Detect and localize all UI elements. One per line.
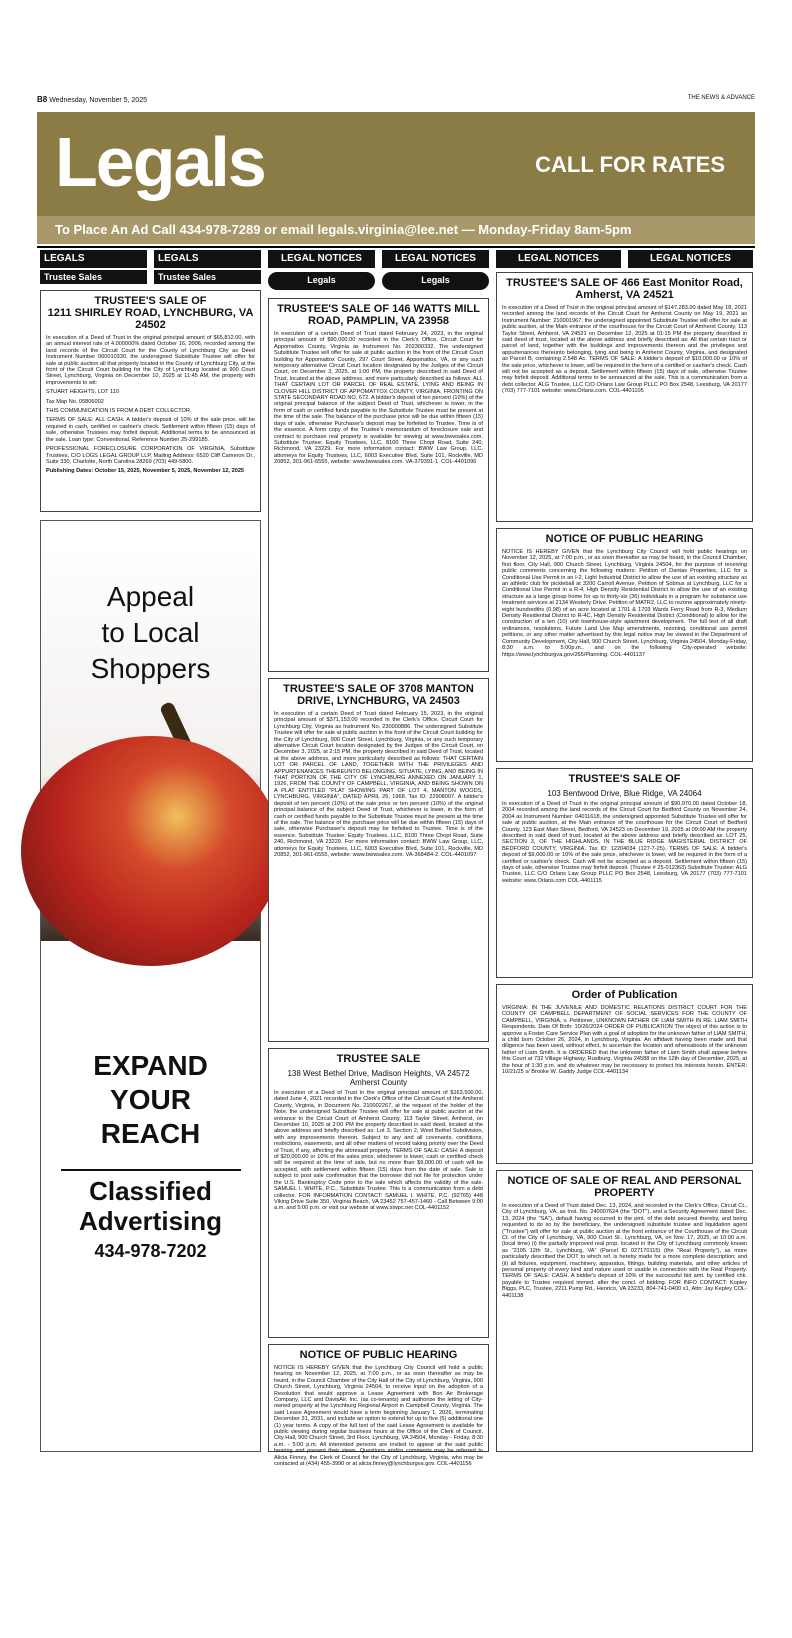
notice-body: In execution of a Deed of Trust in the original principal amount of $147,283.00 dated May 18, 2021 recorded among the land records of the Circuit Court for Amherst County on May 19, 2021 as Instrument Number: 210001967, the undersigned appointed Substitute Trustee will offer for sale at public auction, at the Main entrance of the courthouse for the Circuit Court of Amherst County, 113 Taylor Street, Amherst, VA 24521 on December 12, 2025 at 01:15 PM the property described in said deed of trust, located at the above address and briefly described as: All that certain tract or parcel of land, together with the buildings and improvements thereon and the privileges and appurtenances thereunto belonging, lying and being in Amherst County, Virginia, and designated as Parcel B, containing 2.548 Ac. TERMS OF SALE: A bidder's deposit of $10,000.00 or 10% of the sale price, whichever is lower, will be required in the form of a certified or cashier's check. Cash will not be accepted as a deposit. Settlement within fifteen (15) days of sale, otherwise Trustee may forfeit deposit. Additional terms to be announced at the sale. This is a communication from a debt collector. ALG Trustee, LLC C/O Orlans Law Group PLLC PO Box 2548, Leesburg, VA 20177 (703) 777-7101 website: www.Orlans.com. COL-4401105 (502, 305, 747, 395)
call-for-rates: CALL FOR RATES (535, 152, 725, 177)
divider (37, 246, 755, 248)
ad-line: Classified (89, 1176, 212, 1206)
legals-banner (37, 112, 755, 244)
col3-pill: Legals (268, 272, 375, 290)
notice-title: NOTICE OF PUBLIC HEARING (545, 533, 704, 545)
notice-body: In execution of a Deed of Trust in the original principal amount of $163,500.00, dated June 4, 2021 recorded in the Clerk's Office of the Circuit Court of the Amherst County, Virginia, in Document No. 210002267, at the request of the holder of the Note, the undersigned Substitute Trustee will offer for sale at public auction at the entrance to the Circuit Court of Amherst County, 113 Taylor Street, Amherst, on December 10, 2025 at 2:00 PM the property described in said deed, located at the above address and briefly described as: Lot 3, Section 2, West Bethel Subdivision, with any improvements thereon. Subject to any and all covenants, conditions, restrictions, easements, and all other matters of record taking priority over the Deed of Trust, if any, affecting the aforesaid property. TERMS OF SALE: CASH: A deposit of $20,000.00 or 10% of the sales price, whichever is lower, cash or certified check will be required at the time of sale, but no more than $9,000.00 of cash will be accepted, with settlement within fifteen (15) days from the date of sale. Sale is subject to post sale confirmation that the borrower did not file for protection under the U.S. Bankruptcy Code prior to the sale which affects the validity of the sale. SAMUEL I. WHITE, P.C., Substitute Trustee. This is a communication from a debt collector. FOR INFORMATION CONTACT: SAMUEL I. WHITE, P.C. (92765) 448 Viking Drive Suite 350, Virginia Beach, VA 23452 757-457-1460 - Call Between 9:00 a.m. and 5:00 p.m. or visit our website at www.siwpc.net COL-4401152 (274, 1090, 483, 1212)
notice-subtitle: 103 Bentwood Drive, Blue Ridge, VA 24064 (547, 789, 702, 798)
notice-title: NOTICE OF PUBLIC HEARING (299, 1349, 458, 1361)
ad-line: Shoppers (90, 653, 211, 684)
ad-line: EXPAND (93, 1050, 208, 1081)
col3-header: LEGAL NOTICES (268, 250, 375, 268)
notice-manton-drive (268, 678, 489, 1042)
notice-subtitle: 138 West Bethel Drive, Madison Heights, VA 24572 Amherst County (287, 1069, 470, 1087)
notice-body: In execution of a Deed of Trust in the original principal amount of $90,970.00 dated October 18, 2004 recorded among the land records of the Circuit Court for Bedford County on November 24, 2004 as Instrument Number: 04011618, the undersigned appointed Substitute Trustee will offer for sale at public auction, at the Main entrance of the courthouse for the Circuit Court of Bedford County, 123 East Main Street, Bedford, VA 24523 on December 19, 2025 at 09:00 AM the property described in said deed of trust, located at the above address and briefly described as: LOT 25, SECTION 3, OF THE HIGHLANDS, IN THE BLUE RIDGE MAGISTERIAL DISTRICT OF BEDFORD COUNTY, VIRGINIA. Tax ID: 12204034 (127-7-25). TERMS OF SALE: A bidder's deposit of $9,000.00 or 10% of the sale price, whichever is lower, will be required in the form of a certified or cashier's check. Cash will not be accepted as a deposit. Settlement within fifteen (15) days of sale, otherwise Trustee may forfeit deposit. (Trustee # 25-012363) Substitute Trustee: ALG Trustee, LLC C/O Orlans Law Group PLLC PO Box 2548, Leesburg, VA 20177 (703) 777-7101 website: www.Orlans.com COL-4401115 (502, 801, 747, 884)
col1-subheader: Trustee Sales (40, 270, 147, 284)
col1-header: LEGALS (40, 250, 147, 268)
notice-body: VIRGINIA: IN THE JUVENILE AND DOMESTIC RELATIONS DISTRICT COURT FOR THE COUNTY OF CAMPBELL DEPARTMENT OF SOCIAL SERVICES FOR THE COUNTY OF CAMPBELL, VIRGINIA, v. Petitioner, UNKNOWN FATHER OF LIAM SMITH IN RE: LIAM SMITH Respondents. Date Of Birth: 10/26/2024 ORDER OF PUBLICATION The object of this action is to approve a Foster Care Service Plan with a goal of adoption for the unknown father of LIAM SMITH, a child born October 26, 2024, in Lynchburg, Virginia. An affidavit having been made and that diligence has been used, without effect, to ascertain the location and whereabouts of the unknown father of Liam Smith. It is ORDERED that the unknown father of Liam Smith shall appear before this Court at 732 Village Highway, Rustburg, Virginia 24588 on the 12th day of December, 2025, at the hour of 1:30 p.m. and do whatever may be necessary to protect his interests herein. ENTER: 10/21/25 s/ Brooke W. Gaddy Judge COL-4401134 (502, 1005, 748, 1076)
page-date: Wednesday, November 5, 2025 (49, 97, 147, 104)
col5-header: LEGAL NOTICES (496, 250, 621, 268)
classified-advertisement (40, 520, 261, 1452)
page-header (37, 95, 755, 109)
contact-strip: To Place An Ad Call 434-978-7289 or email legals.virginia@lee.net — Monday-Friday 8am-5pm (37, 216, 755, 244)
notice-body: In execution of a certain Deed of Trust dated February 24, 2023, in the original principal amount of $90,000.00 recorded in the Clerk's Office, Circuit Court for Appomattox County, Virginia as Instrument No. 202300332. The undersigned Substitute Trustee will offer for sale at public auction in the front of the Circuit Court building for Appomattox County, 297 Court Street, Appomattox, VA, or any such temporary alternative Circuit Court location designated by the Judges of the Circuit Court, on December 3, 2025, at 1:00 PM, the property described in said Deed of Trust, located at the above address, and more particularly described as follows: ALL THAT CERTAIN LOT OR PARCEL OF REAL ESTATE, LYING AND BEING IN CLOVER HILL DISTRICT OF APPOMATTOX COUNTY, VIRGINIA, FRONTING ON STATE SECONDARY ROAD NO. 672. A bidder's deposit of ten percent (10%) of the original principal balance of the subject Deed of Trust, whichever is lower, in the form of cash or certified funds payable to the Substitute Trustee must be present at the time of the sale. The balance of the purchase price will be due within fifteen (15) days of sale, otherwise Purchaser's deposit may be forfeited to Trustee. Time is of the essence. A form copy of the Trustee's memorandum of foreclosure sale and contract to purchase real property is available for viewing at www.bwwsales.com. Substitute Trustee: Equity Trustees, LLC, 8100 Three Chopt Road, Suite 240, Richmond, VA 23229. For more information contact: BWW Law Group, LLC, attorneys for Equity Trustees, LLC, 6003 Executive Blvd, Suite 101, Rockville, MD 20852, 301-961-6555, website: www.bwwsales.com. VA-379391-1. COL-4401096 (274, 331, 483, 466)
notice-tax: Tax Map No. 05806002 (46, 398, 104, 405)
notice-watts-mill (268, 298, 489, 672)
ad-headline (41, 579, 260, 687)
apple-image (21, 736, 281, 966)
ad-line: REACH (100, 1118, 201, 1149)
notice-title: TRUSTEE SALE (336, 1053, 421, 1065)
notice-order-of-publication (496, 984, 753, 1164)
notice-bentwood-drive (496, 768, 753, 978)
notice-west-bethel (268, 1048, 489, 1338)
notice-real-personal-property (496, 1170, 753, 1452)
ad-line: Appeal (106, 581, 195, 612)
ad-expand (41, 1049, 260, 1151)
notice-title: TRUSTEE'S SALE OF 3708 MANTON DRIVE, LYNCHBURG, VA 24503 (283, 683, 474, 707)
notice-terms: TERMS OF SALE: ALL CASH. A bidder's deposit of 10% of the sale price, will be required in cash, certified or cashier's check. Settlement within fifteen (15) days of sale, otherwise Trustees may forfeit deposit. Additional terms to be announced at the sale. Loan type: Conventional. Reference Number 25-299185. (46, 417, 255, 443)
ad-line: Advertising (78, 1206, 223, 1236)
notice-public-hearing-2 (496, 528, 753, 762)
notice-title: Order of Publication (571, 989, 678, 1001)
notice-title: TRUSTEE'S SALE OF (568, 773, 681, 785)
ad-line: to Local (101, 617, 200, 648)
ad-phone: 434-978-7202 (94, 1241, 207, 1261)
col4-header: LEGAL NOTICES (382, 250, 489, 268)
notice-body: NOTICE IS HEREBY GIVEN that the Lynchburg City Council will hold a public hearing on November 12, 2025, at 7:00 p.m., or as soon thereafter as may be heard, in the Council Chamber of the City Hall of the City of Lynchburg, Virginia, 900 Church Street, Lynchburg, Virginia 24504, to receive input on the adoption of a Resolution that would approve a Lease Agreement with Bon Air Brokerage Company, LLC and DavisAir, Inc. (as co-tenants) and authorize the letting of City-owned property at the Lynchburg Regional Airport in Campbell County, Virginia. The said Lease Agreement would have a term beginning January 1, 2026, terminating December 31, 2031, and include an option to extend for up to five (5) additional one (1) year terms. A copy of the full text of the said Lease Agreement is available for public viewing during regular business hours at the Office of the Clerk of Council, City Hall, 900 Church Street, 3rd Floor, Lynchburg, VA 24504, Monday - Friday, 8:30 a.m. - 5:00 p.m. All interested persons are invited to appear at the said public hearing and present their views. Questions and/or comments may be referred to Alicia Finney, the Clerk of Council for the City of Lynchburg, Virginia, who may be contacted at (434) 455-3990 or at alicia.finney@lynchburgva.gov. COL-4401156 (274, 1365, 483, 1468)
notice-body: In execution of a Deed of Trust in the original principal amount of $65,812.00, with an annual interest rate of 4.000000% dated October 16, 2006, recorded among the land records of the Circuit Court for the County of Lynchburg City as Deed Instrument Number 060010330, the undersigned Substitute Trustee will offer for sale at public auction all that property located in the County of Lynchburg City, at the front of the Circuit Court building for the City of Lynchburg located at 900 Court Street, Lynchburg, Virginia on December 10, 2025 at 11:45 AM, the property with improvements to wit: (46, 335, 255, 386)
ad-line: YOUR (110, 1084, 191, 1115)
notice-public-hearing-1 (268, 1344, 489, 1468)
ad-divider (61, 1169, 241, 1171)
notice-east-monitor (496, 272, 753, 522)
notice-title: TRUSTEE'S SALE OF 466 East Monitor Road, Amherst, VA 24521 (506, 277, 743, 301)
col2-header: LEGALS (154, 250, 261, 268)
notice-shirley-road (40, 290, 261, 512)
publication-name: THE NEWS & ADVANCE (687, 95, 755, 101)
notice-title: TRUSTEE'S SALE OF 146 WATTS MILL ROAD, PAMPLIN, VA 23958 (277, 303, 480, 327)
notice-firm: PROFESSIONAL FORECLOSURE CORPORATION OF VIRGINIA, Substitute Trustees, C/O LOGS LEGAL GROUP LLP, Mailing Address: 6520 Cliff Cameron Dr., Suite 330, Charlotte, North Carolina 28269 (703) 449-5800. (46, 446, 255, 465)
page-number: B8 (37, 95, 48, 104)
notice-title: NOTICE OF SALE OF REAL AND PERSONAL PROPERTY (507, 1175, 742, 1199)
notice-body: NOTICE IS HEREBY GIVEN that the Lynchburg City Council will hold public hearings on November 12, 2025, at 7:00 p.m., or as soon thereafter as may be heard, in the Council Chamber, first floor, City Hall, 900 Church Street, Lynchburg, Virginia 24504, for the purpose of receiving public comments concerning the following matters: Petition of Dantas Properties, LLC for a Conditional Use Permit in an I-2, Light Industrial District to allow the use of an existing structure as an athletic club for pickleball at 3200 Carroll Avenue. Petition of Sobrius at Lynchburg, LLC for a Conditional Use Permit in a R-4, High Density Residential District to allow the use of an existing structure as a large group home for up to thirty-six (36) individuals in a program for substance use treatment services at 2134 Westerly Drive. Petition of MATR2, LLC to rezone approximately ninety-eight hundredths (0.98) of an acre located at 1701 & 1703 Wards Ferry Road from R-3, Medium Density Residential District to R-4C, High Density Residential District (Conditional) to allow for the construction of a ten (10) unit townhouse-style apartment development. The full text of all draft ordinances, resolutions, Future Land Use Map amendments, rezoning, conditional use permit petitions, or any other matter advertised by this legal notice may be viewed in the Department of Community Development, City Hall, 900 Church Street, Lynchburg, Virginia 24504, Monday-Friday, 8:30 a.m. to 5:00p.m., and on the following City-operated website: https://www.lynchburgva.gov/265/Planning. COL-4401137 (502, 549, 747, 658)
notice-title: TRUSTEE'S SALE OF 1211 SHIRLEY ROAD, LYNCHBURG, VA 24502 (47, 295, 254, 331)
banner-title: Legals (55, 123, 265, 201)
notice-dates: Publishing Dates: October 15, 2025, November 5, 2025, November 12, 2025 (46, 468, 245, 475)
notice-debt: THIS COMMUNICATION IS FROM A DEBT COLLECTOR. (46, 408, 192, 415)
ad-classified (41, 1176, 260, 1236)
col2-subheader: Trustee Sales (154, 270, 261, 284)
col4-pill: Legals (382, 272, 489, 290)
notice-body: In execution of a Deed of Trust dated Dec. 13, 2024, and recorded in the Clerk's Office, Circuit Ct., City of Lynchburg, VA, as Inst. No. 240007624 (the "DOT"), and a Security Agreement dated Dec. 13, 2024 (the "SA"), default having occurred in the pmt. of the debt secured thereby, and being requested to do so by the beneficiary, the undersigned substitute trustee and liquidation agent ("Trustee") will offer for sale at public auction at the front entrance of the Courthouse of the Circuit Ct. of the City of Lynchburg, VA, 900 Court St., Lynchburg, VA, on Nov. 17, 2025, at 10:00 a.m. (local time) (i) the partially improved real prop. located in the City of Lynchburg commonly known as "2105 12th St., Lynchburg, VA" (Parcel ID 027170115) (the "Real Property"), as more particularly described the DOT to which ref. is hereby made for a more complete description; and (ii) all fixtures, equipment, machinery, apparatus, fittings, building materials, and other articles of personal property of every kind and nature used or usable in connection with the Real Property. TERMS OF SALE: CASH. A bidder's deposit of 10% of the successful bid amt. by certified chk. payable to Trustee required immed. after the concl. of bidding. FOR INFO CONTACT: Kopley Biggs, PLC, Trustee, 2211 Pump Rd., Henrico, VA 23233, 804-741-0400 x1, Attn: Jay Kepley COL-4401138 (502, 1203, 747, 1299)
col6-header: LEGAL NOTICES (628, 250, 753, 268)
notice-body: In execution of a certain Deed of Trust dated February 15, 2023, in the original principal amount of $371,153.00 recorded in the Clerk's Office, Circuit Court for Lynchburg City, Virginia as Instrument No. 230000886. The undersigned Substitute Trustee will offer for sale at public auction in the front of the Circuit Court building for the City of Lynchburg, 900 Court Street, Lynchburg, Virginia, or any such temporary alternative Circuit Court location designated by the Judges of the Circuit Court, on December 3, 2025, at 2:15 PM, the property described in said Deed of Trust, located at the above address, and more particularly described as follows: THAT CERTAIN LOT OR PARCEL OF LAND, TOGETHER WITH THE PRIVILEGES AND APPURTENANCES THEREUNTO BELONGING, SITUATE, LYING, AND BEING IN THAT PORTION OF THE CITY OF LYNCHBURG ANNEXED ON JANUARY 1, 1926, FROM THE COUNTY OF CAMPBELL, VIRGINIA, AND BEING SHOWN ON A PLAT ENTITLED "PLAT SHOWING PART OF LOT 4, MANTON WOODS, LYNCHBURG, VIRGINIA", DATED APRIL 26, 1968. Tax ID: 22908007. A bidder's deposit of ten percent (10%) of the sale price or ten percent (10%) of the original principal balance of the subject Deed of Trust, whichever is lower, in the form of cash or certified funds payable to the Substitute Trustee must be present at the time of the sale. The balance of the purchase price will be due within fifteen (15) days of sale, otherwise Purchaser's deposit may be forfeited to Trustee. Time is of the essence. Substitute Trustee: Equity Trustees, LLC, 8100 Three Chopt Road, Suite 240, Richmond, VA 23229. For more information contact: BWW Law Group, LLC, attorneys for Equity Trustees, LLC, 6003 Executive Blvd, Suite 101, Rockville, MD 20852, 301-961-6555, website: www.bwwsales.com. VA-368484-2. COL-4401097 (274, 711, 483, 858)
notice-lot: STUART HEIGHTS, LOT 110 (46, 389, 119, 396)
